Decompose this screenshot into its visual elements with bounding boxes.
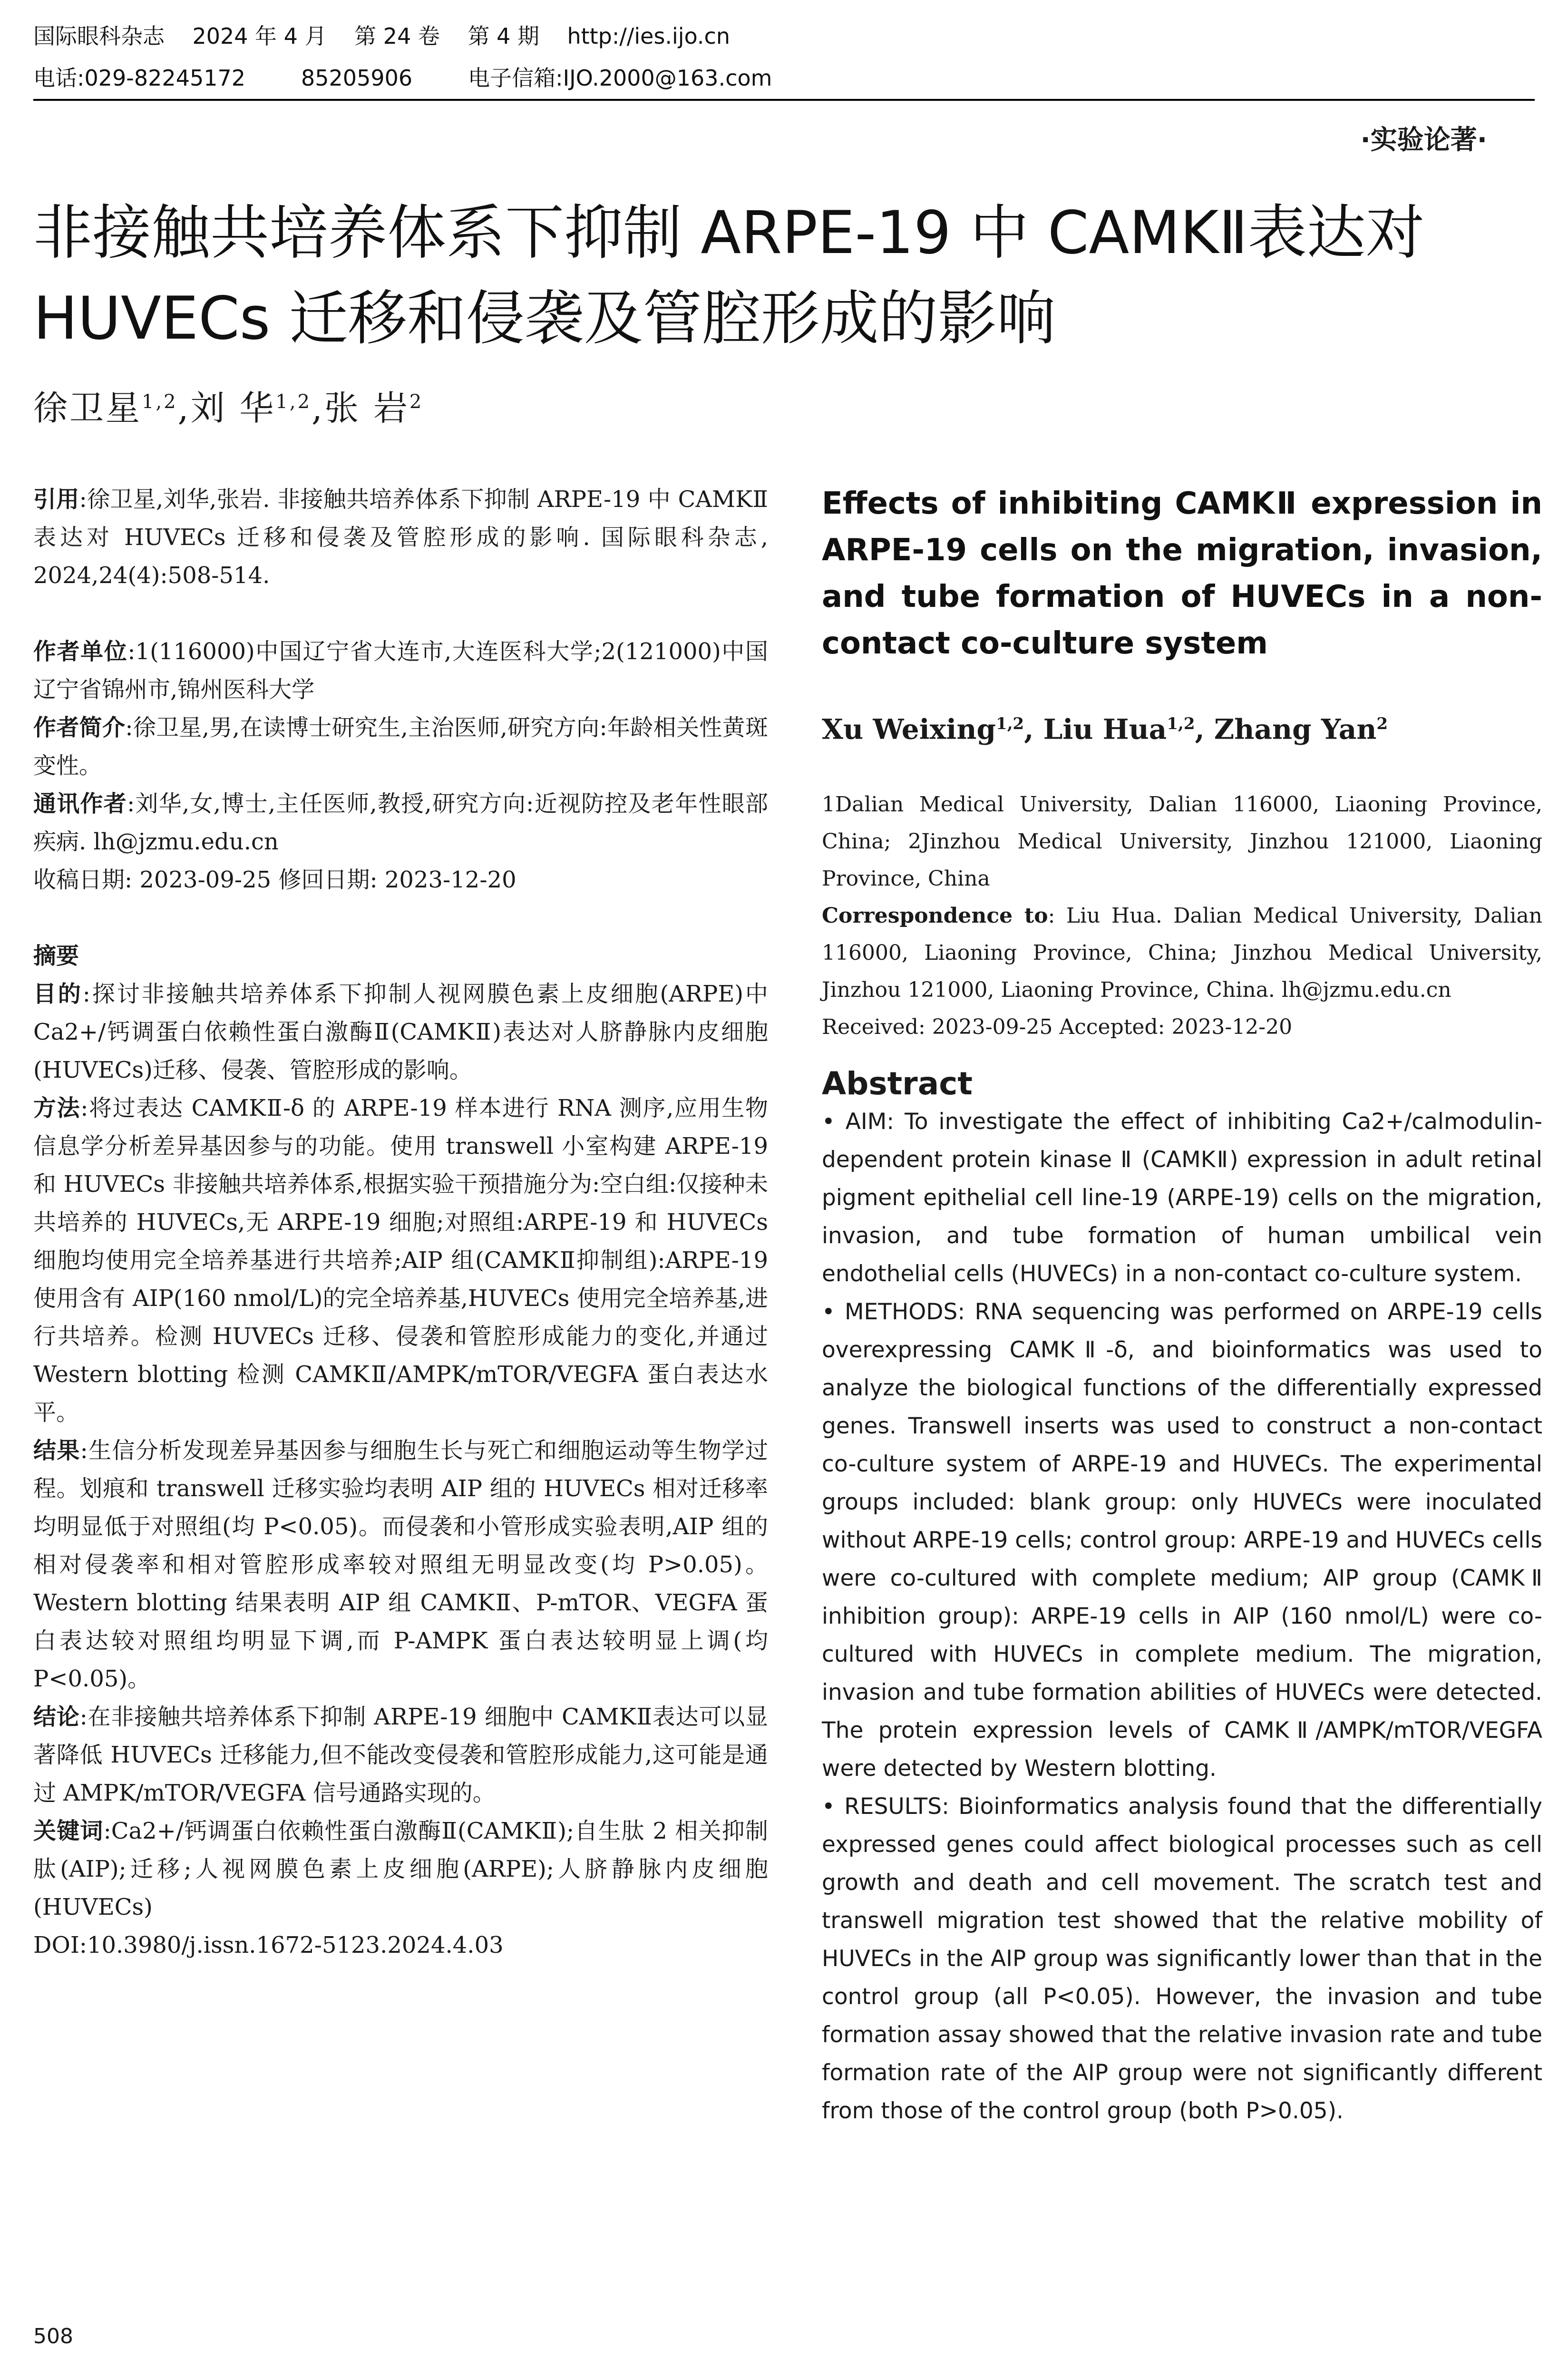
right-column <box>822 480 1542 2130</box>
author-name: 刘 华 <box>190 388 276 428</box>
results-text: :生信分析发现差异基因参与细胞生长与死亡和细胞运动等生物学过程。划痕和 transwell 迁移实验均表明 AIP 组的 HUVECs 相对迁移率均明显低于对照组(均 P<0.05)。而侵袭和小管形成实验表明,AIP 组的相对侵袭率和相对管腔形成率较对照组无明显改变(均 P>0.05)。Western blotting 结果表明 AIP 组 CAMKⅡ、P-mTOR、VEGFA 蛋白表达较对照组均明显下调,而 P-AMPK 蛋白表达较明显上调(均 P<0.05)。 <box>33 1437 768 1692</box>
corr-label: 通讯作者 <box>33 790 127 817</box>
keywords-text: :Ca2+/钙调蛋白依赖性蛋白激酶Ⅱ(CAMKⅡ);自生肽 2 相关抑制肽(AIP);迁移;人视网膜色素上皮细胞(ARPE);人脐静脉内皮细胞(HUVECs) <box>33 1818 768 1920</box>
authors-en: Xu Weixing$^{1,2}$, Liu Hua$^{1,2}$, Zhang Yan$^2$ <box>822 713 1388 746</box>
units-text: :1(116000)中国辽宁省大连市,大连医科大学;2(121000)中国辽宁省锦州市,锦州医科大学 <box>33 638 768 703</box>
abstract-aim-en: • AIM: To investigate the effect of inhibiting Ca2+/calmodulin-dependent protein kinase Ⅱ (CAMKⅡ) expression in adult retinal pigment epithelial cell line-19 (ARPE-19) cells on the migration, invasion, and tube formation of human umbilical vein endothelial cells (HUVECs) in a non-contact co-culture system. <box>822 1109 1542 1287</box>
author-aff-en: 1,2 <box>1167 714 1195 733</box>
author-name-en: Xu Weixing <box>822 713 996 746</box>
dates-en: Received: 2023-09-25 Accepted: 2023-12-20 <box>822 1015 1293 1040</box>
corresponding-author <box>33 785 768 861</box>
abstract-results-en: • RESULTS: Bioinformatics analysis found that the differentially expressed genes could affect biological processes such as cell growth and death and cell movement. The scratch test and transwell migration test showed that the relative mobility of HUVECs in the AIP group was significantly lower than that in the control group (all P<0.05). However, the invasion and tube formation assay showed that the relative invasion rate and tube formation rate of the AIP group were not significantly different from those of the control group (both P>0.05). <box>822 1793 1542 2124</box>
corr-text-en: : Liu Hua. Dalian Medical University, Dalian 116000, Liaoning Province, China; Jinzhou Medical University, Jinzhou 121000, Liaoning Province, China. lh@jzmu.edu.cn <box>822 904 1543 1003</box>
author-name: 徐卫星 <box>33 388 142 428</box>
author-name-en: Zhang Yan <box>1214 713 1377 746</box>
article-title-en: Effects of inhibiting CAMKⅡ expression in ARPE-19 cells on the migration, invasion, and tube formation of HUVECs in a non-contact co-culture system <box>822 486 1542 661</box>
abstract-heading-cn: 摘要 <box>33 943 79 969</box>
author-aff: 2 <box>409 391 424 413</box>
abstract-heading-en: Abstract <box>822 1065 973 1102</box>
author-aff-en: 1,2 <box>996 714 1024 733</box>
left-column <box>33 480 768 1964</box>
conclusion-label: 结论 <box>33 1704 80 1730</box>
corr-text: :刘华,女,博士,主任医师,教授,研究方向:近视防控及老年性眼部疾病. lh@jzmu.edu.cn <box>33 790 768 855</box>
authors-cn: 徐卫星$^{1,2}$,刘 华$^{1,2}$,张 岩$^2$ <box>33 388 424 428</box>
abstract-methods-cn <box>33 1089 768 1432</box>
citation <box>33 480 768 594</box>
bio-label: 作者简介 <box>33 714 126 741</box>
author-units <box>33 633 768 709</box>
abstract-results-cn <box>33 1432 768 1698</box>
methods-label: 方法 <box>33 1095 81 1121</box>
author-name-en: Liu Hua <box>1043 713 1167 746</box>
citation-text: :徐卫星,刘华,张岩. 非接触共培养体系下抑制 ARPE-19 中 CAMKⅡ表达对 HUVECs 迁移和侵袭及管腔形成的影响. 国际眼科杂志, 2024,24(4):508-514. <box>33 486 768 589</box>
author-name: 张 岩 <box>324 388 409 428</box>
section-tag: ·实验论著· <box>1360 125 1487 156</box>
keywords-cn <box>33 1812 768 1926</box>
bio-text: :徐卫星,男,在读博士研究生,主治医师,研究方向:年龄相关性黄斑变性。 <box>33 714 768 779</box>
aim-text: :探讨非接触共培养体系下抑制人视网膜色素上皮细胞(ARPE)中 Ca2+/钙调蛋白依赖性蛋白激酶Ⅱ(CAMKⅡ)表达对人脐静脉内皮细胞(HUVECs)迁移、侵袭、管腔形成的影响。 <box>33 981 768 1083</box>
affiliation-en: 1Dalian Medical University, Dalian 116000, Liaoning Province, China; 2Jinzhou Medical University, Jinzhou 121000, Liaoning Province, China <box>822 792 1542 891</box>
aim-label: 目的 <box>33 981 83 1007</box>
units-label: 作者单位 <box>33 638 128 665</box>
conclusion-text: :在非接触共培养体系下抑制 ARPE-19 细胞中 CAMKⅡ表达可以显著降低 HUVECs 迁移能力,但不能改变侵袭和管腔形成能力,这可能是通过 AMPK/mTOR/VEGFA 信号通路实现的。 <box>33 1704 768 1806</box>
journal-header-line-1: 国际眼科杂志 2024 年 4 月 第 24 卷 第 4 期 http://ies.ijo.cn <box>33 23 730 49</box>
correspondence-en <box>822 897 1542 1009</box>
abstract-aim-cn <box>33 975 768 1089</box>
abstract-conclusion-cn <box>33 1698 768 1812</box>
keywords-label: 关键词 <box>33 1818 104 1844</box>
methods-text: :将过表达 CAMKⅡ-δ 的 ARPE-19 样本进行 RNA 测序,应用生物信息学分析差异基因参与的功能。使用 transwell 小室构建 ARPE-19 和 HUVECs 非接触共培养体系,根据实验干预措施分为:空白组:仅接种未共培养的 HUVECs,无 ARPE-19 细胞;对照组:ARPE-19 和 HUVECs 细胞均使用完全培养基进行共培养;AIP 组(CAMKⅡ抑制组):ARPE-19 使用含有 AIP(160 nmol/L)的完全培养基,HUVECs 使用完全培养基,进行共培养。检测 HUVECs 迁移、侵袭和管腔形成能力的变化,并通过 Western blotting 检测 CAMKⅡ/AMPK/mTOR/VEGFA 蛋白表达水平。 <box>33 1095 768 1426</box>
dates-cn: 收稿日期: 2023-09-25 修回日期: 2023-12-20 <box>33 867 516 893</box>
author-bio <box>33 709 768 785</box>
abstract-methods-en: • METHODS: RNA sequencing was performed on ARPE-19 cells overexpressing CAMKⅡ-δ, and bioinformatics was used to analyze the biological functions of the differentially expressed genes. Transwell inserts was used to construct a non-contact co-culture system of ARPE-19 and HUVECs. The experimental groups included: blank group: only HUVECs were inoculated without ARPE-19 cells; control group: ARPE-19 and HUVECs cells were co-cultured with complete medium; AIP group (CAMKⅡ inhibition group): ARPE-19 cells in AIP (160 nmol/L) were co-cultured with HUVECs in complete medium. The migration, invasion and tube formation abilities of HUVECs were detected. The protein expression levels of CAMKⅡ/AMPK/mTOR/VEGFA were detected by Western blotting. <box>822 1299 1542 1782</box>
article-title-cn: 非接触共培养体系下抑制 ARPE-19 中 CAMKⅡ表达对 HUVECs 迁移和侵袭及管腔形成的影响 <box>33 199 1425 353</box>
author-aff: 1,2 <box>275 391 312 413</box>
header-rule <box>33 99 1535 101</box>
page-number: 508 <box>33 2324 73 2348</box>
doi: DOI:10.3980/j.issn.1672-5123.2024.4.03 <box>33 1932 504 1958</box>
author-aff: 1,2 <box>142 391 178 413</box>
journal-header-line-2: 电话:029-82245172 85205906 电子信箱:IJO.2000@163.com <box>33 65 772 91</box>
corr-label-en: Correspondence to <box>822 904 1048 928</box>
results-label: 结果 <box>33 1437 80 1464</box>
citation-label: 引用 <box>33 486 79 513</box>
author-aff-en: 2 <box>1376 714 1388 733</box>
